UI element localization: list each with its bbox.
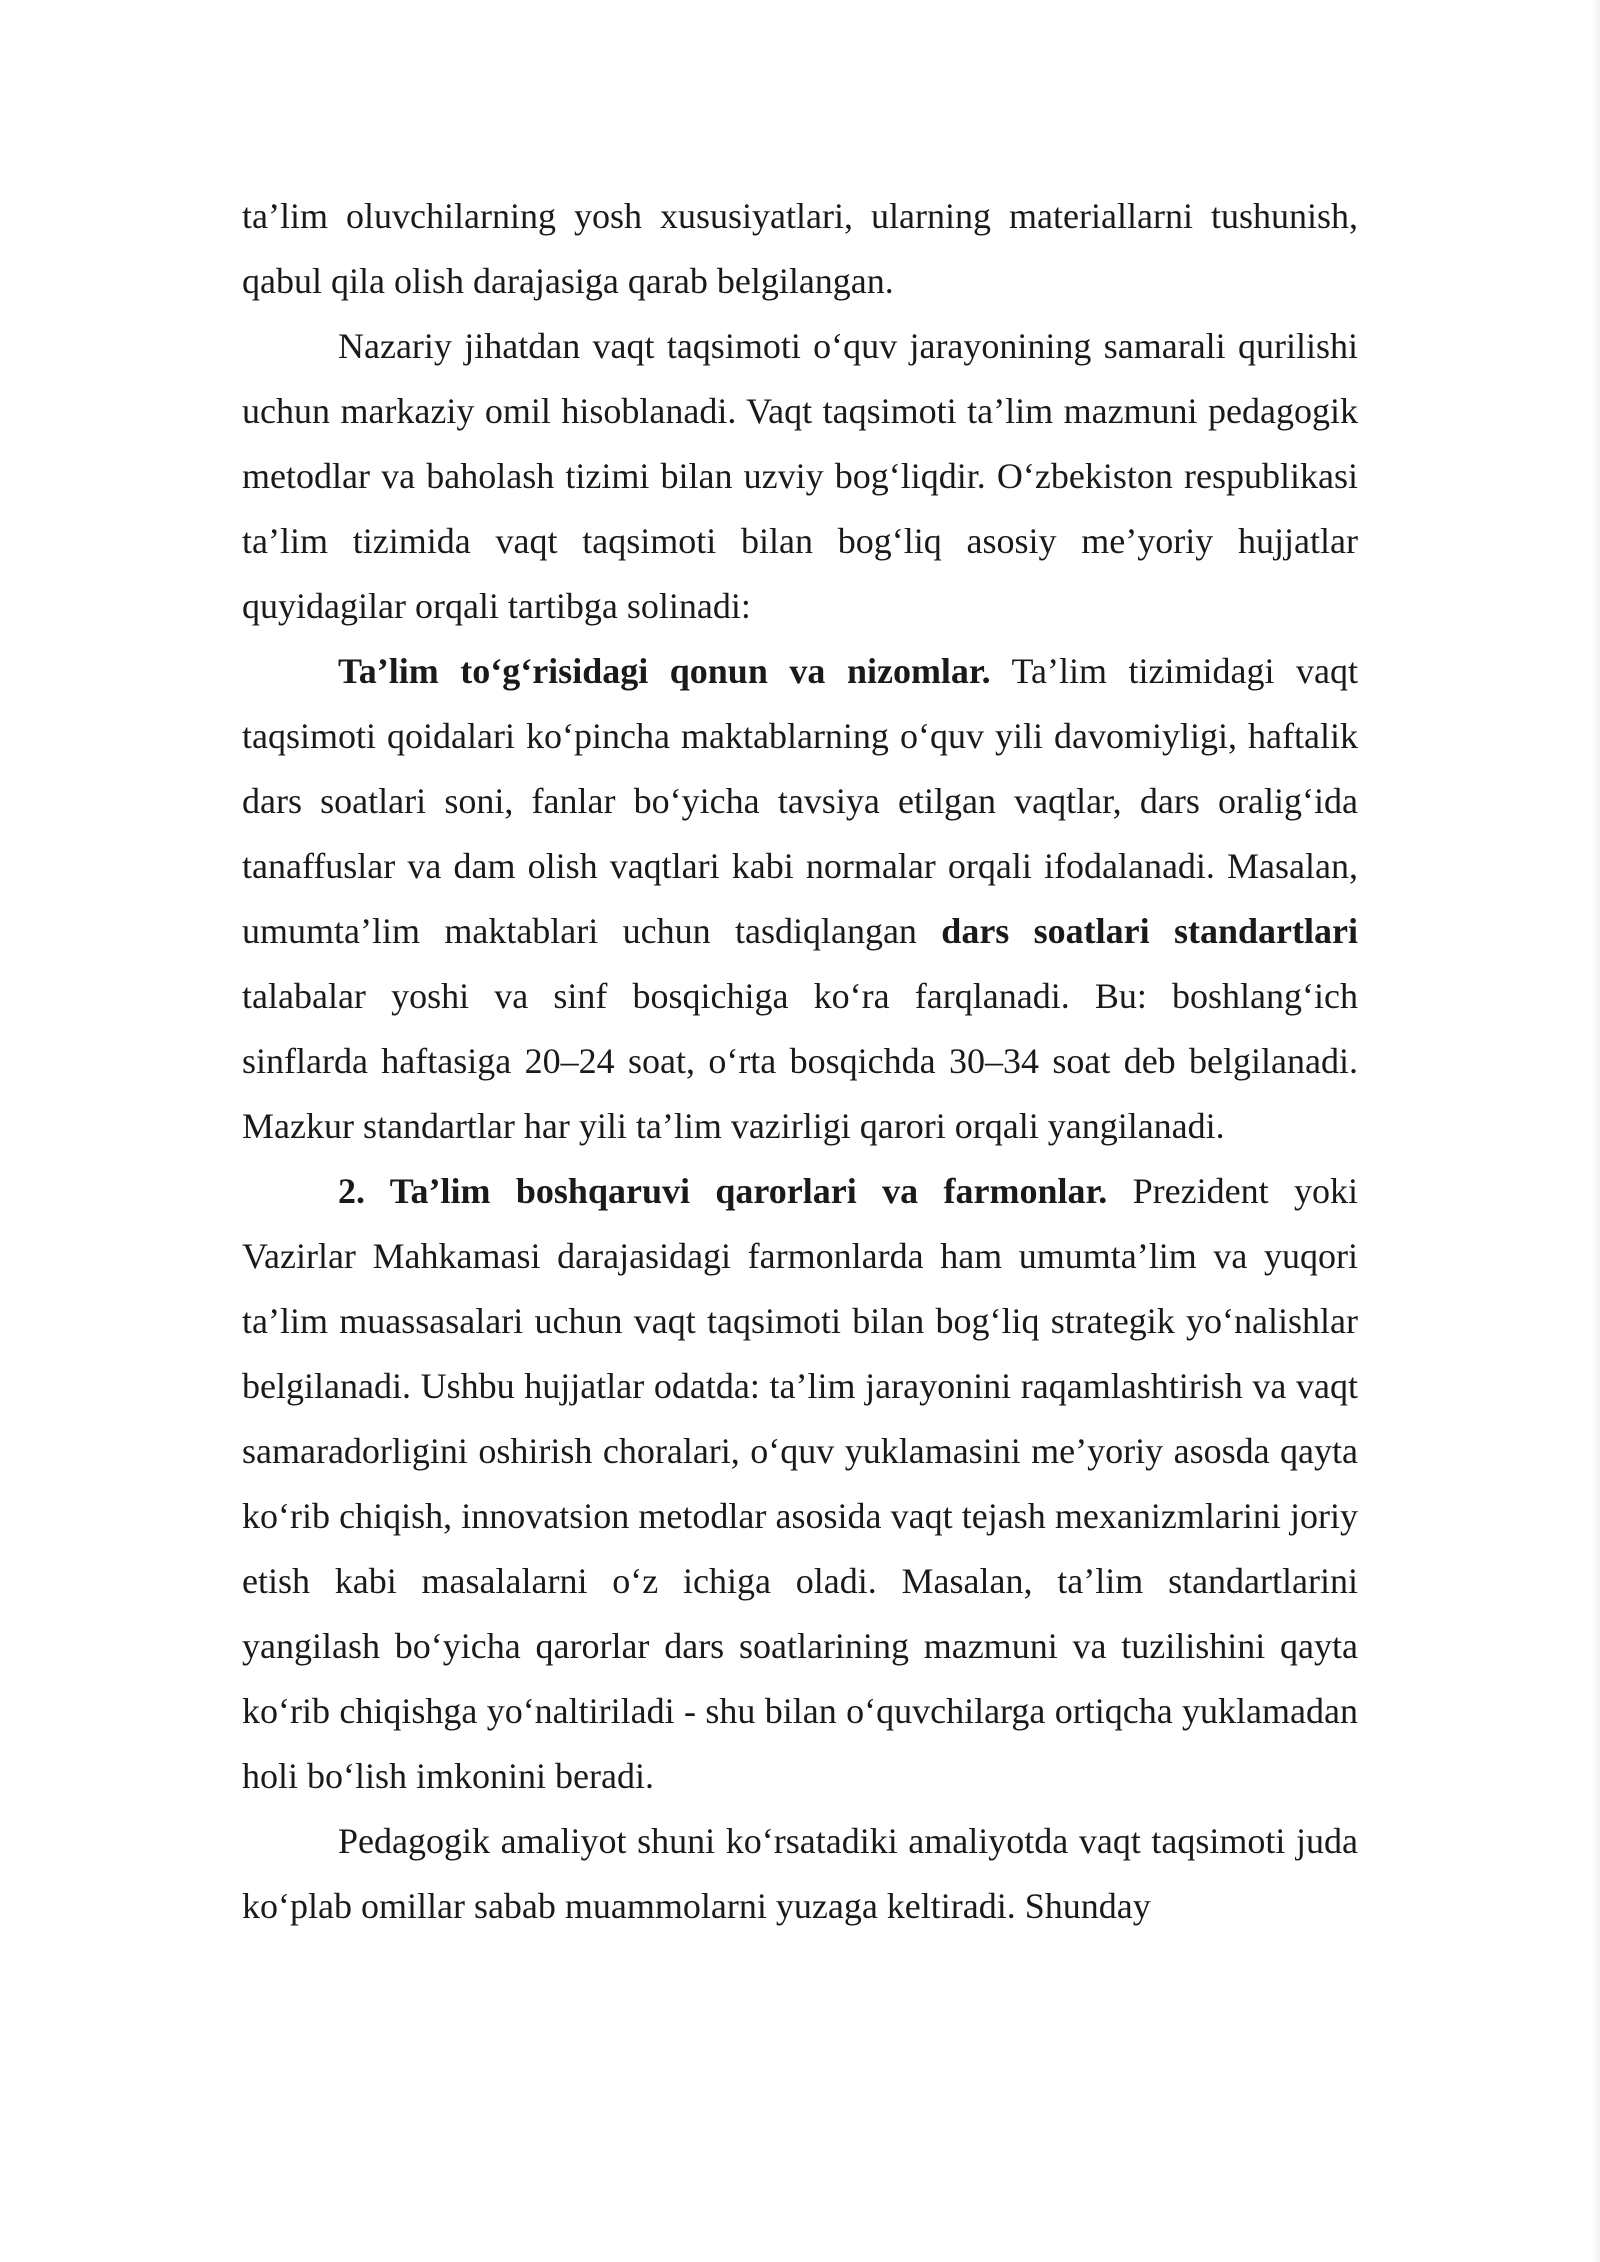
paragraph-text: Pedagogik amaliyot shuni ko‘rsatadiki amaliyotda vaqt taqsimoti juda ko‘plab omillar sabab muammolarni yuzaga keltiradi. Shunday (242, 1821, 1358, 1926)
bold-term: dars soatlari standartlari (941, 911, 1359, 951)
body-text (242, 184, 1358, 1939)
paragraph-text: Prezident yoki Vazirlar Mahkamasi darajasidagi farmonlarda ham umumta’lim va yuqori ta’lim muassasalari uchun vaqt taqsimoti bilan bog‘liq strategik yo‘nalishlar belgilanadi. Ushbu hujjatlar odatda: ta’lim jarayonini raqamlashtirish va vaqt samaradorligini oshirish choralari, o‘quv yuklamasini me’yoriy asosda qayta ko‘rib chiqish, innovatsion metodlar asosida vaqt tejash mexanizmlarini joriy etish kabi masalalarni o‘z ichiga oladi. Masalan, ta’lim standartlarini yangilash bo‘yicha qarorlar dars soatlarining mazmuni va tuzilishini qayta ko‘rib chiqishga yo‘naltiriladi - shu bilan o‘quvchilarga ortiqcha yuklamadan holi bo‘lish imkonini beradi. (242, 1171, 1359, 1796)
paragraph-text: talabalar yoshi va sinf bosqichiga ko‘ra farqlanadi. Bu: boshlang‘ich sinflarda haftasiga 20–24 soat, o‘rta bosqichda 30–34 soat deb belgilanadi. Mazkur standartlar har yili ta’lim vazirligi qarori orqali yangilanadi. (242, 976, 1358, 1146)
paragraph-continuation (242, 184, 1358, 314)
paragraph-text: ta’lim oluvchilarning yosh xususiyatlari, ularning materiallarni tushunish, qabul qila olish darajasiga qarab belgilangan. (242, 196, 1358, 301)
paragraph-theory (242, 314, 1358, 639)
paragraph-decrees (242, 1159, 1358, 1809)
paragraph-text: Ta’lim tizimidagi vaqt taqsimoti qoidalari ko‘pincha maktablarning o‘quv yili davomiyligi, haftalik dars soatlari soni, fanlar bo‘yicha tavsiya etilgan vaqtlar, dars oralig‘ida tanaffuslar va dam olish vaqtlari kabi normalar orqali ifodalanadi. Masalan, umumta’lim maktablari uchun tasdiqlangan (242, 651, 1358, 951)
paragraph-practice (242, 1809, 1358, 1939)
page-edge-shadow (1592, 0, 1600, 2262)
paragraph-heading: Ta’lim to‘g‘risidagi qonun va nizomlar. (338, 651, 991, 691)
paragraph-heading: 2. Ta’lim boshqaruvi qarorlari va farmonlar. (338, 1171, 1108, 1211)
paragraph-law-and-regulations (242, 639, 1358, 1159)
paragraph-text: Nazariy jihatdan vaqt taqsimoti o‘quv jarayonining samarali qurilishi uchun markaziy omil hisoblanadi. Vaqt taqsimoti ta’lim mazmuni pedagogik metodlar va baholash tizimi bilan uzviy bog‘liqdir. O‘zbekiston respublikasi ta’lim tizimida vaqt taqsimoti bilan bog‘liq asosiy me’yoriy hujjatlar quyidagilar orqali tartibga solinadi: (242, 326, 1358, 626)
